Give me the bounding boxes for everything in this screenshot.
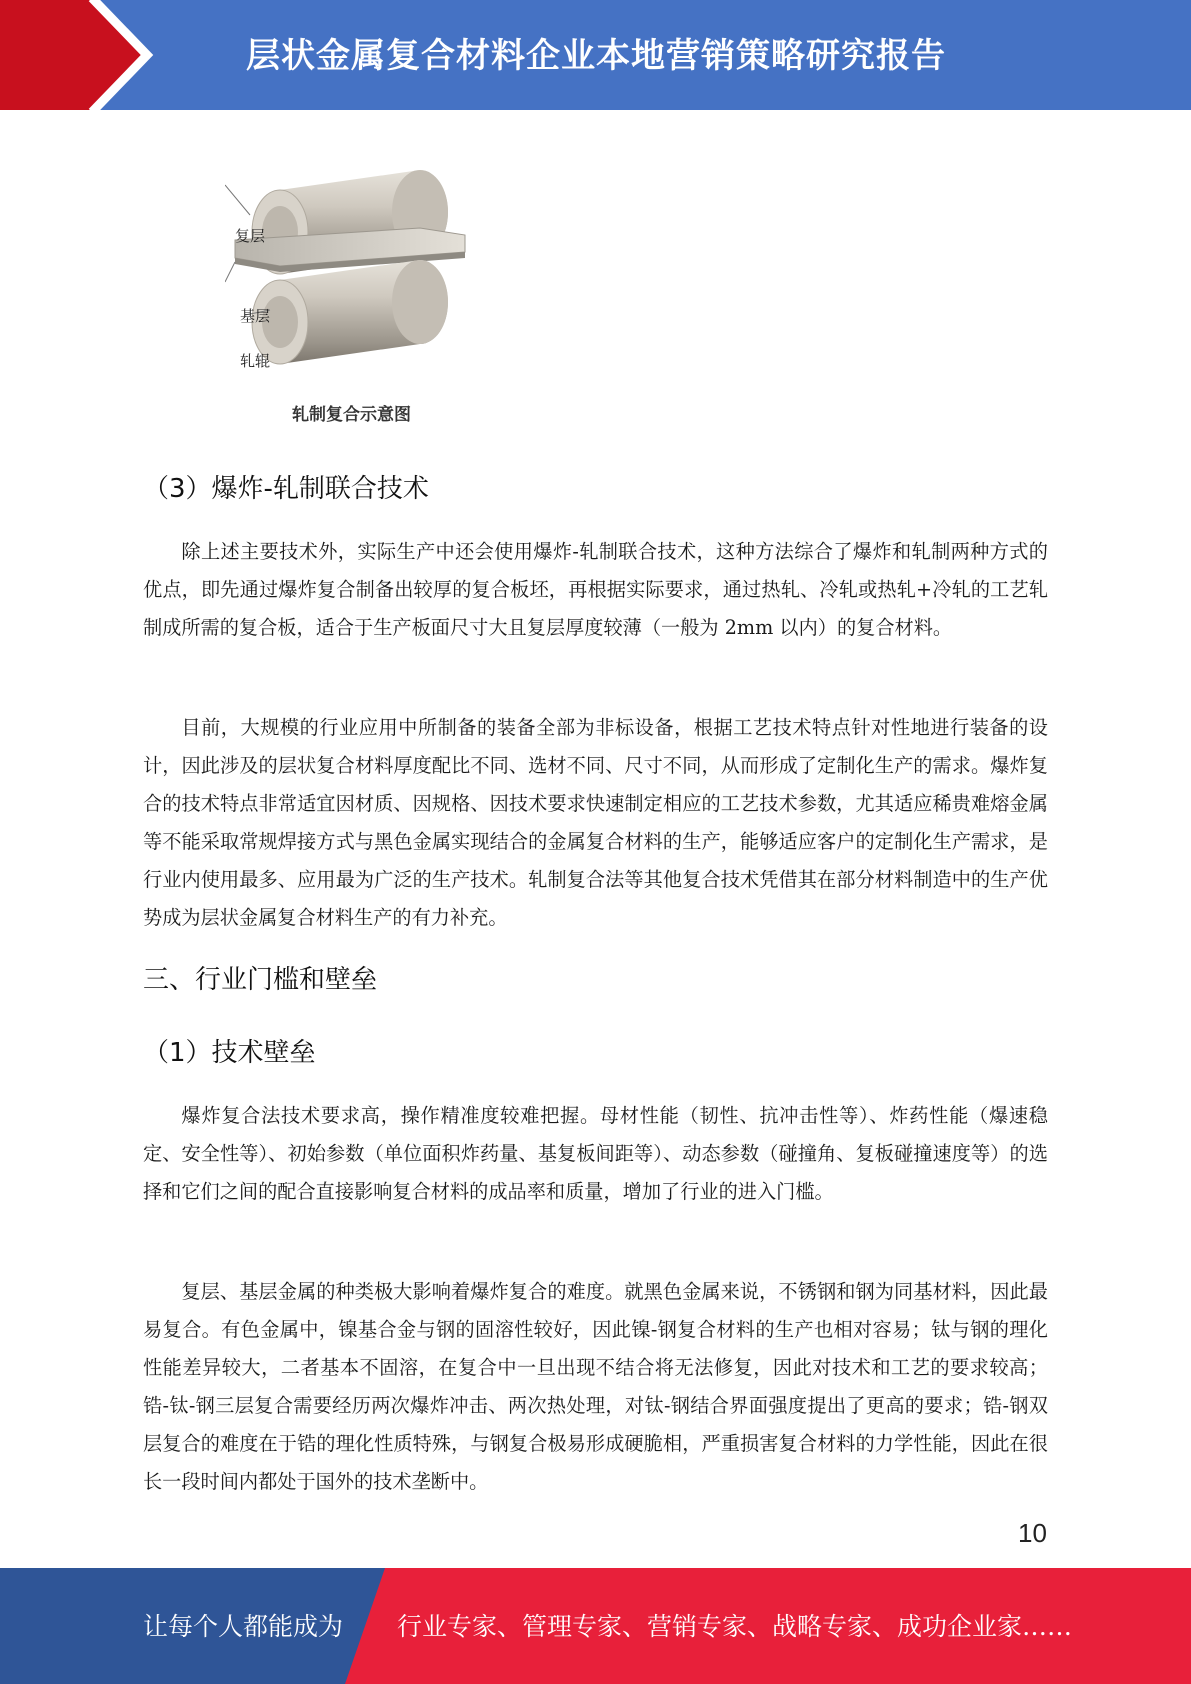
report-title: 层状金属复合材料企业本地营销策略研究报告 xyxy=(246,36,946,76)
header-chevron-icon xyxy=(0,0,160,110)
paragraph-1: 除上述主要技术外，实际生产中还会使用爆炸-轧制联合技术，这种方法综合了爆炸和轧制两种方式的优点，即先通过爆炸复合制备出较厚的复合板坯，再根据实际要求，通过热轧、冷轧或热轧+冷轧的工艺轧制成所需的复合板，适合于生产板面尺寸大且复层厚度较薄（一般为 2mm 以内）的复合材料。 xyxy=(143,540,1048,639)
footer-banner xyxy=(0,1568,1191,1684)
subsection-heading-tech-barrier: （1）技术壁垒 xyxy=(143,1038,316,1068)
header-banner xyxy=(0,0,1191,110)
label-roller: 轧辊 xyxy=(240,352,271,370)
footer-slogan-left: 让每个人都能成为 xyxy=(143,1612,344,1641)
page-number: 10 xyxy=(1018,1518,1047,1548)
paragraph-4: 复层、基层金属的种类极大影响着爆炸复合的难度。就黑色金属来说，不锈钢和钢为同基材料，因此最易复合。有色金属中，镍基合金与钢的固溶性较好，因此镍-钢复合材料的生产也相对容易；钛与钢的理化性能差异较大，二者基本不固溶，在复合中一旦出现不结合将无法修复，因此对技术和工艺的要求较高；锆-钛-钢三层复合需要经历两次爆炸冲击、两次热处理，对钛-钢结合界面强度提出了更高的要求；锆-钢双层复合的难度在于锆的理化性质特殊，与钢复合极易形成硬脆相，严重损害复合材料的力学性能，因此在很长一段时间内都处于国外的技术垄断中。 xyxy=(143,1280,1048,1493)
paragraph-3: 爆炸复合法技术要求高，操作精准度较难把握。母材性能（韧性、抗冲击性等）、炸药性能（爆速稳定、安全性等）、初始参数（单位面积炸药量、基复板间距等）、动态参数（碰撞角、复板碰撞速度等）的选择和它们之间的配合直接影响复合材料的成品率和质量，增加了行业的进入门槛。 xyxy=(143,1104,1048,1203)
footer-slogan-right: 行业专家、管理专家、营销专家、战略专家、成功企业家…… xyxy=(397,1612,1073,1641)
paragraph-2: 目前，大规模的行业应用中所制备的装备全部为非标设备，根据工艺技术特点针对性地进行装备的设计，因此涉及的层状复合材料厚度配比不同、选材不同、尺寸不同，从而形成了定制化生产的需求。爆炸复合的技术特点非常适宜因材质、因规格、因技术要求快速制定相应的工艺技术参数，尤其适应稀贵难熔金属等不能采取常规焊接方式与黑色金属实现结合的金属复合材料的生产，能够适应客户的定制化生产需求，是行业内使用最多、应用最为广泛的生产技术。轧制复合法等其他复合技术凭借其在部分材料制造中的生产优势成为层状金属复合材料生产的有力补充。 xyxy=(143,716,1048,929)
section-heading-barriers: 三、行业门槛和壁垒 xyxy=(143,965,378,995)
subsection-heading-explosion-rolling: （3）爆炸-轧制联合技术 xyxy=(143,474,429,504)
label-clad-layer: 复层 xyxy=(235,227,266,245)
figure-caption: 轧制复合示意图 xyxy=(292,405,411,425)
rolling-diagram xyxy=(225,150,485,390)
label-base-layer: 基层 xyxy=(240,307,271,325)
